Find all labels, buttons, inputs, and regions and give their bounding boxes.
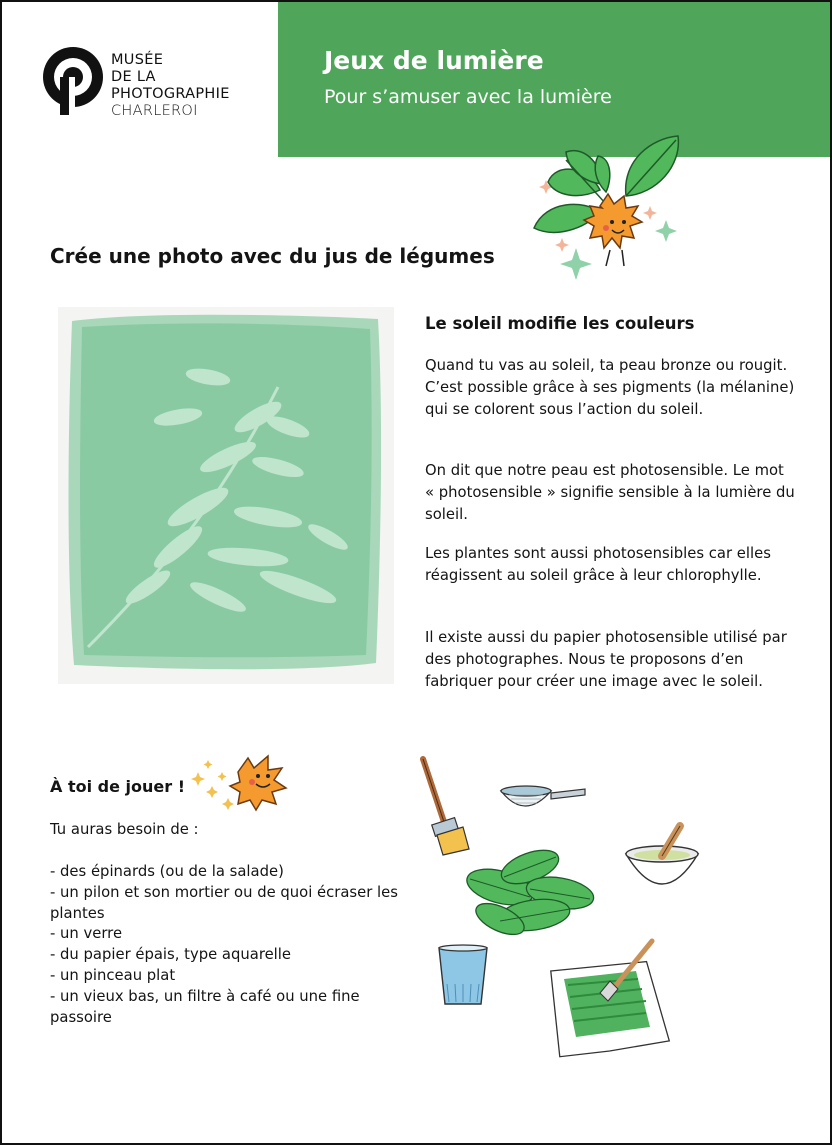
mortar-and-pestle-icon [622,822,702,892]
museum-logo-icon [42,46,104,116]
banner-title: Jeux de lumière [324,46,544,75]
list-item: - des épinards (ou de la salade) [50,863,284,880]
sun-mascot-with-leaves-icon [526,130,686,290]
logo-line-2: DE LA [111,69,156,85]
play-heading: À toi de jouer ! [50,777,185,796]
list-item: - du papier épais, type aquarelle [50,946,292,964]
list-item: - un pilon et son mortier ou de quoi écraser les plantes [50,883,398,922]
section-heading: Le soleil modifie les couleurs [425,314,695,333]
water-glass-icon [437,944,489,1008]
paintbrush-icon [415,755,475,855]
paragraph-4: Il existe aussi du papier photosensible utilisé par des photographes. Nous te proposons d’en fabriquer pour créer une image avec le soleil. [425,629,787,690]
painted-paper-with-brush-icon [548,935,678,1055]
strainer-icon [497,783,597,823]
logo-line-4: CHARLEROI [111,103,198,119]
paragraph-3: Les plantes sont aussi photosensibles car elles réagissent au soleil grâce à leur chlorophylle. [425,545,771,584]
logo-line-1: MUSÉE [111,52,164,68]
fern-print-image [58,307,394,684]
logo-line-3: PHOTOGRAPHIE [111,86,230,102]
fern-print-photo [58,307,394,684]
sun-mascot-sparkles-icon [188,742,298,812]
museum-logo-text [111,52,230,120]
main-heading: Crée une photo avec du jus de légumes [50,244,495,268]
paragraph-1: Quand tu vas au soleil, ta peau bronze ou rougit. C’est possible grâce à ses pigments (la mélanine) qui se colorent sous l’action du soleil. [425,357,795,418]
needs-intro: Tu auras besoin de : [50,821,199,838]
list-item: - un vieux bas, un filtre à café ou une fine passoire [50,987,360,1026]
spinach-leaves-icon [460,843,600,943]
materials-list [50,862,410,1028]
paragraph-2: On dit que notre peau est photosensible. Le mot « photosensible » signifie sensible à la lumière du soleil. [425,462,795,523]
banner-subtitle: Pour s’amuser avec la lumière [324,86,612,108]
list-item: - un verre [50,925,123,943]
list-item: - un pinceau plat [50,966,176,984]
